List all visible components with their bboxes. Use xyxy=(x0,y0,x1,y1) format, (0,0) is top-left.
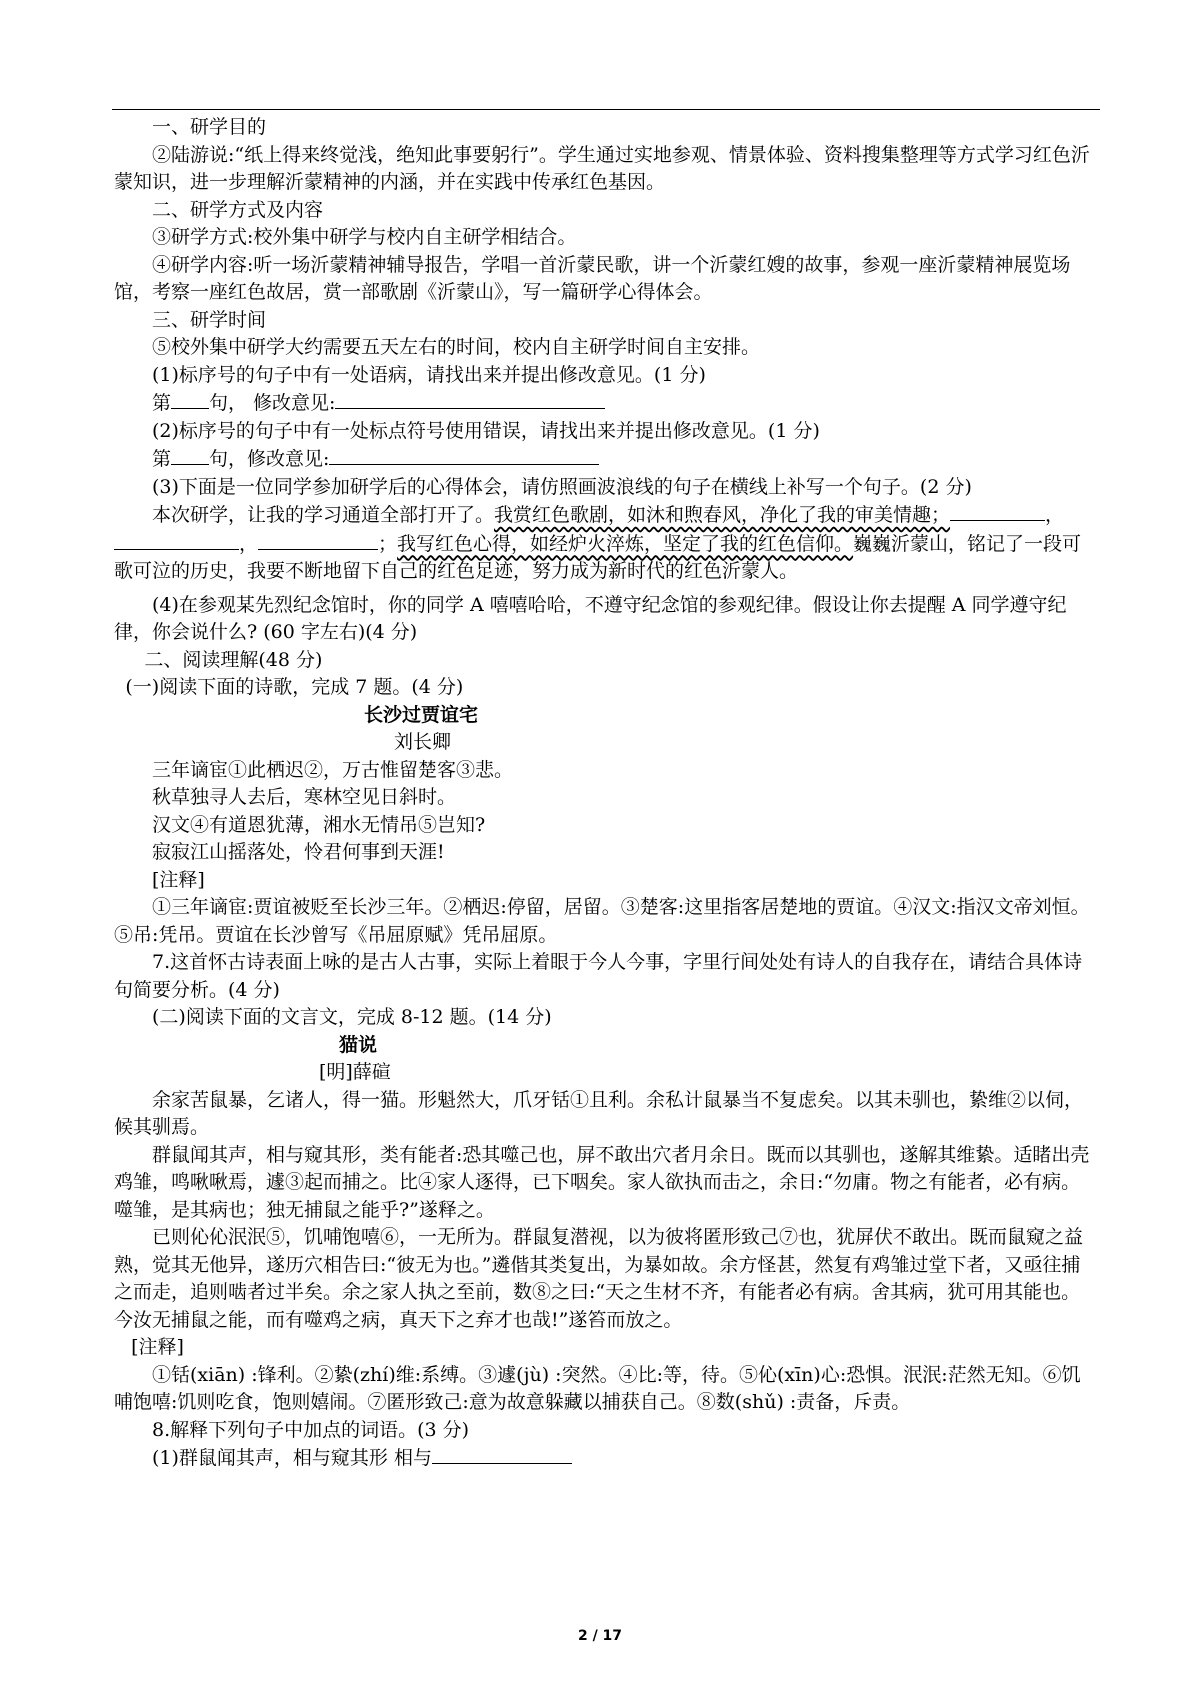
fill-blank[interactable] xyxy=(950,501,1045,521)
header-rule xyxy=(112,109,1100,110)
heading-time: 三、研学时间 xyxy=(152,308,267,331)
heading-purpose: 一、研学目的 xyxy=(152,116,267,138)
question-8-1 xyxy=(114,1444,1099,1473)
subsection-prose: (二)阅读下面的文言文，完成 8-12 题。(14 分) xyxy=(152,1006,552,1028)
wavy-sentence-2: 我写红色心得，如经炉火淬炼，坚定了我的红色信仰。 xyxy=(397,532,854,555)
poem-line-3: 汉文④有道恩犹薄，湘水无情吊⑤岂知? xyxy=(152,813,486,836)
question-1: (1)标序号的句子中有一处语病，请找出来并提出修改意见。(1 分) xyxy=(152,363,706,386)
prose-author: [明]薛碹 xyxy=(319,1061,391,1083)
prose-note: ①铦(xiān) :锋利。②絷(zhí)维:系缚。③遽(jù) :突然。④比:等，待。⑤伈(xīn)心:恐惧。泯泯:茫然无知。⑥饥哺饱嘻:饥则吃食，饱则嬉闹。⑦匿形致己:意为故意躲藏以捕获自己。⑧数(shǔ) :责备，斥责。 xyxy=(114,1363,1081,1413)
answer-blank[interactable] xyxy=(329,445,599,465)
answer-line-2 xyxy=(114,445,1099,474)
prose-paragraph-1: 余家苦鼠暴，乞诸人，得一猫。形魁然大，爪牙铦①且利。余私计鼠暴当不复虑矣。以其未驯也，絷维②以伺，候其驯焉。 xyxy=(114,1088,1084,1138)
answer-label: 句， 修改意见: xyxy=(209,392,336,414)
reflection-paragraph xyxy=(114,501,1099,586)
question-4: (4)在参观某先烈纪念馆时，你的同学 A 嘻嘻哈哈，不遵守纪念馆的参观纪律。假设让你去提醒 A 同学遵守纪律，你会说什么? (60 字左右)(4 分) xyxy=(114,593,1067,643)
poem-line-4: 寂寂江山摇落处，怜君何事到天涯! xyxy=(152,841,445,863)
fill-blank[interactable] xyxy=(114,530,239,550)
answer-label: 句，修改意见: xyxy=(209,448,330,470)
answer-prefix: 第 xyxy=(152,392,172,414)
reflection-intro: 本次研学，让我的学习通道全部打开了。 xyxy=(152,504,495,526)
answer-blank[interactable] xyxy=(171,445,209,465)
question-2: (2)标序号的句子中有一处标点符号使用错误，请找出来并提出修改意见。(1 分) xyxy=(152,419,820,442)
poem-author: 刘长卿 xyxy=(394,731,452,753)
answer-line-1 xyxy=(114,389,1099,418)
wavy-sentence-1: 我赏红色歌剧，如沐和煦春风，净化了我的审美情趣； xyxy=(494,504,951,526)
section-reading: 二、阅读理解(48 分) xyxy=(144,648,323,671)
question-8-1-text: (1)群鼠闻其声，相与窥其形 相与 xyxy=(152,1447,432,1469)
poem-line-2: 秋草独寻人去后，寒林空见日斜时。 xyxy=(152,786,457,808)
question-3: (3)下面是一位同学参加研学后的心得体会，请仿照画波浪线的句子在横线上补写一个句子。(2 分) xyxy=(152,475,972,498)
heading-method: 二、研学方式及内容 xyxy=(152,198,324,221)
prose-paragraph-3: 已则伈伈泯泯⑤，饥哺饱嘻⑥，一无所为。群鼠复潜视，以为彼将匿形致己⑦也，犹屏伏不敢出。既而鼠窥之益熟，觉其无他异，遂历穴相告曰:“彼无为也。”遴偕其类复出，为暴如故。余方怪甚，然复有鸡雏过堂下者，又亟往捕之而走，追则啮者过半矣。余之家人执之至前，数⑧之曰:“天之生材不齐，有能者必有病。舍其病，犹可用其能也。今汝无捕鼠之能，而有噬鸡之病，真天下之弃才也哉!”遂笞而放之。 xyxy=(114,1226,1084,1331)
answer-blank[interactable] xyxy=(171,389,209,409)
prose-note-label: [注释] xyxy=(131,1336,184,1358)
answer-blank[interactable] xyxy=(335,389,605,409)
reflection-outro: 巍巍沂蒙山，铭记了一段可歌可泣的历史，我要不断地留下自己的红色足迹，努力成为新时代的红色沂蒙人。 xyxy=(114,532,1082,582)
answer-blank[interactable] xyxy=(432,1444,572,1464)
poem-note: ①三年谪宦:贾谊被贬至长沙三年。②栖迟:停留，居留。③楚客:这里指客居楚地的贾谊。④汉文:指汉文帝刘恒。⑤吊:凭吊。贾谊在长沙曾写《吊屈原赋》凭吊屈原。 xyxy=(114,896,1090,946)
poem-line-1: 三年谪宦①此栖迟②，万古惟留楚客③悲。 xyxy=(152,758,514,781)
prose-title: 猫说 xyxy=(339,1033,378,1056)
question-8: 8.解释下列句子中加点的词语。(3 分) xyxy=(152,1418,470,1441)
sentence-4: ④研学内容:听一场沂蒙精神辅导报告，学唱一首沂蒙民歌，讲一个沂蒙红嫂的故事，参观一座沂蒙精神展览场馆，考察一座红色故居，赏一部歌剧《沂蒙山》，写一篇研学心得体会。 xyxy=(114,253,1071,303)
poem-note-label: [注释] xyxy=(152,868,205,891)
comma: ， xyxy=(239,532,259,555)
sentence-5: ⑤校外集中研学大约需要五天左右的时间，校内自主研学时间自主安排。 xyxy=(152,336,761,358)
question-7: 7.这首怀古诗表面上咏的是古人古事，实际上着眼于今人今事，字里行间处处有诗人的自我存在，请结合具体诗句简要分析。(4 分) xyxy=(114,951,1083,1001)
subsection-poem: (一)阅读下面的诗歌，完成 7 题。(4 分) xyxy=(125,676,464,698)
document-body xyxy=(114,114,1099,1473)
fill-blank[interactable] xyxy=(258,530,378,550)
comma: ， xyxy=(1045,504,1065,526)
prose-paragraph-2: 群鼠闻其声，相与窥其形，类有能者:恐其噬己也，屏不敢出穴者月余日。既而以其驯也，遂解其维絷。适睹出壳鸡雏，鸣啾啾焉，遽③起而捕之。比④家人逐得，已下咽矣。家人欲执而击之，余日:“勿庸。物之有能者，必有病。噬雏，是其病也；独无捕鼠之能乎?”遂释之。 xyxy=(114,1143,1090,1221)
sentence-3: ③研学方式:校外集中研学与校内自主研学相结合。 xyxy=(152,226,577,248)
answer-prefix: 第 xyxy=(152,448,172,470)
sentence-2: ②陆游说:“纸上得来终觉浅，绝知此事要躬行”。学生通过实地参观、情景体验、资料搜集整理等方式学习红色沂蒙知识，进一步理解沂蒙精神的内涵，并在实践中传承红色基因。 xyxy=(114,143,1090,193)
poem-title: 长沙过贾谊宅 xyxy=(364,703,479,726)
semicolon: ； xyxy=(378,532,398,555)
page-number: 2 / 17 xyxy=(577,1628,623,1644)
